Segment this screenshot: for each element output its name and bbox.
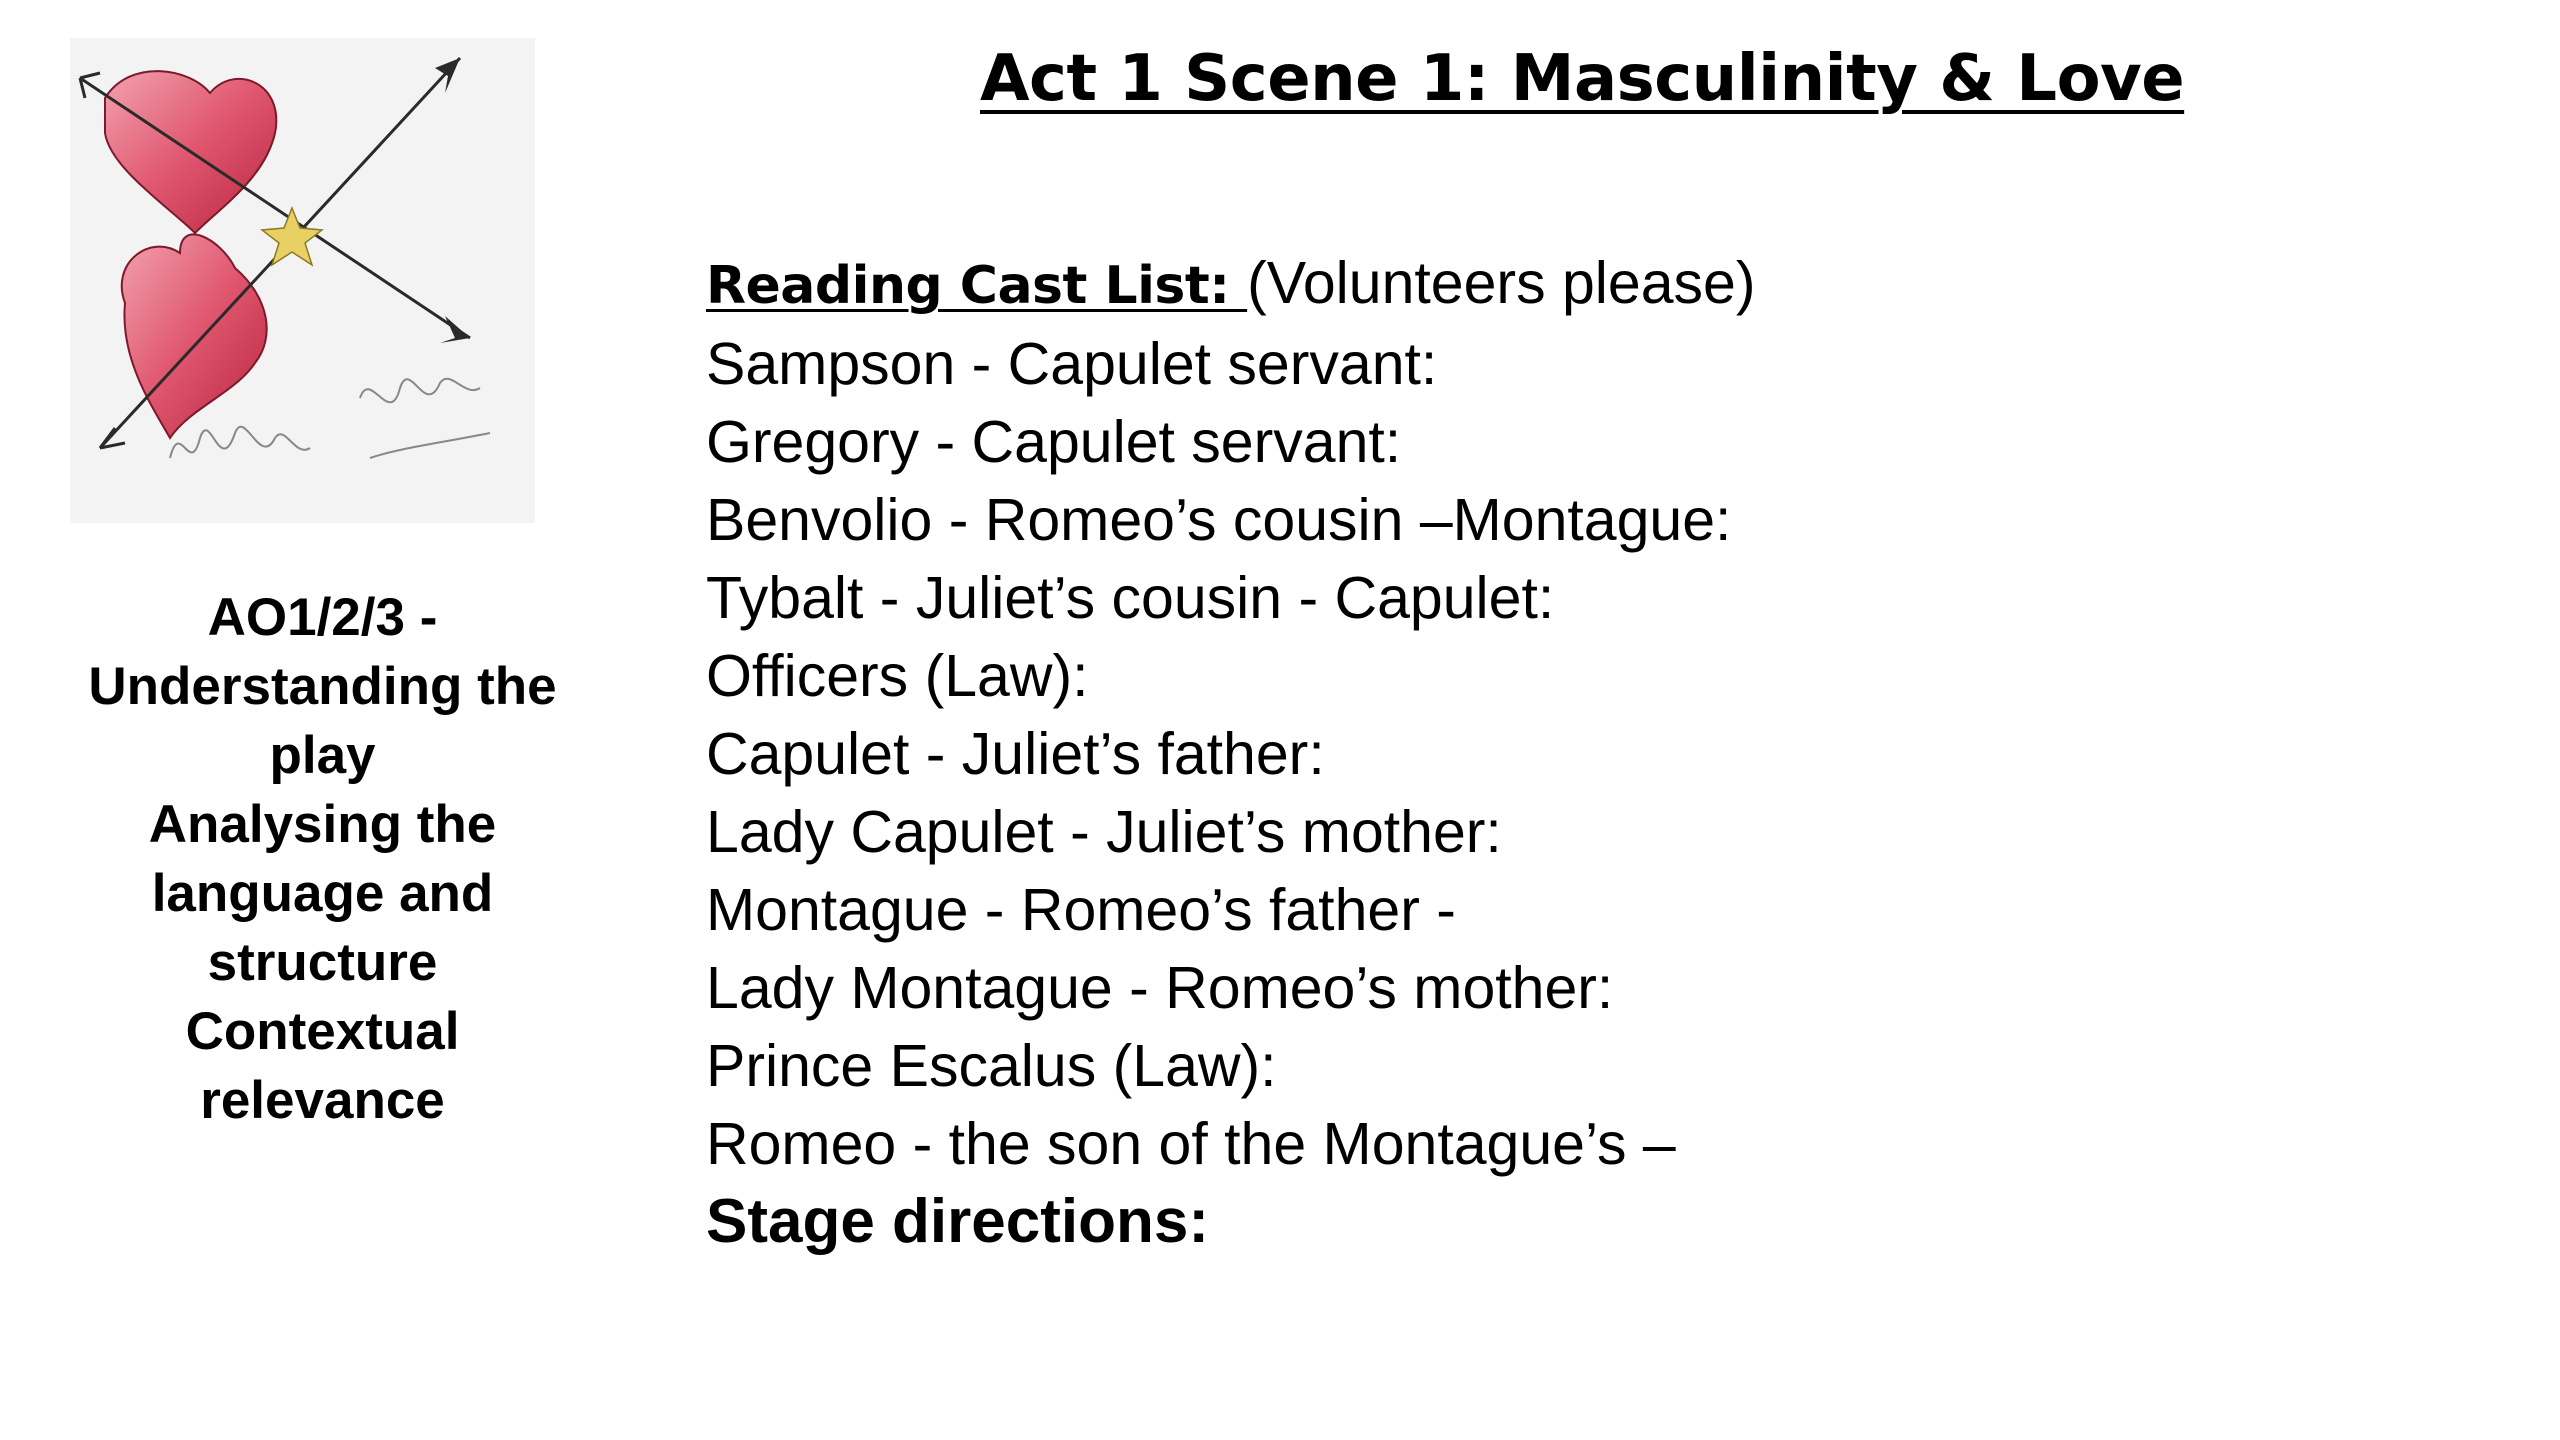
bottom-heart-shape — [122, 234, 267, 438]
cast-list-heading: Reading Cast List: — [706, 256, 1248, 316]
stage-directions-label: Stage directions: — [706, 1187, 1209, 1256]
cast-item: Sampson - Capulet servant: — [706, 331, 1438, 397]
cast-item: Lady Montague - Romeo’s mother: — [706, 955, 1614, 1021]
arrow-fletch-2 — [100, 428, 125, 448]
cast-list-note: (Volunteers please) — [1247, 250, 1756, 316]
cast-item: Montague - Romeo’s father - — [706, 877, 1456, 943]
assessment-objectives — [45, 583, 600, 1135]
hearts-arrows-drawing — [70, 38, 535, 523]
objective-line: relevance — [200, 1071, 445, 1130]
objective-line: Understanding the — [88, 657, 557, 716]
cast-list-header — [706, 244, 1755, 325]
arrow-head-2 — [435, 58, 460, 93]
cast-item: Lady Capulet - Juliet’s mother: — [706, 799, 1502, 865]
cast-item: Tybalt - Juliet’s cousin - Capulet: — [706, 565, 1555, 631]
signature-scribble-2 — [360, 379, 490, 458]
objective-line: Contextual — [185, 1002, 460, 1061]
cast-item: Officers (Law): — [706, 643, 1089, 709]
signature-scribble-1 — [170, 427, 310, 458]
cast-item: Romeo - the son of the Montague’s – — [706, 1111, 1676, 1177]
objective-line: language and — [151, 864, 494, 923]
cast-item: Capulet - Juliet’s father: — [706, 721, 1325, 787]
cast-item: Gregory - Capulet servant: — [706, 409, 1402, 475]
objective-line: AO1/2/3 - — [207, 588, 438, 647]
objective-line: play — [269, 726, 376, 785]
cast-list — [706, 244, 1755, 1261]
cast-item: Prince Escalus (Law): — [706, 1033, 1277, 1099]
page-title: Act 1 Scene 1: Masculinity & Love — [980, 42, 2185, 116]
cast-item: Benvolio - Romeo’s cousin –Montague: — [706, 487, 1732, 553]
objective-line: structure — [207, 933, 438, 992]
hearts-arrows-logo-image — [70, 38, 535, 523]
objective-line: Analysing the — [148, 795, 497, 854]
